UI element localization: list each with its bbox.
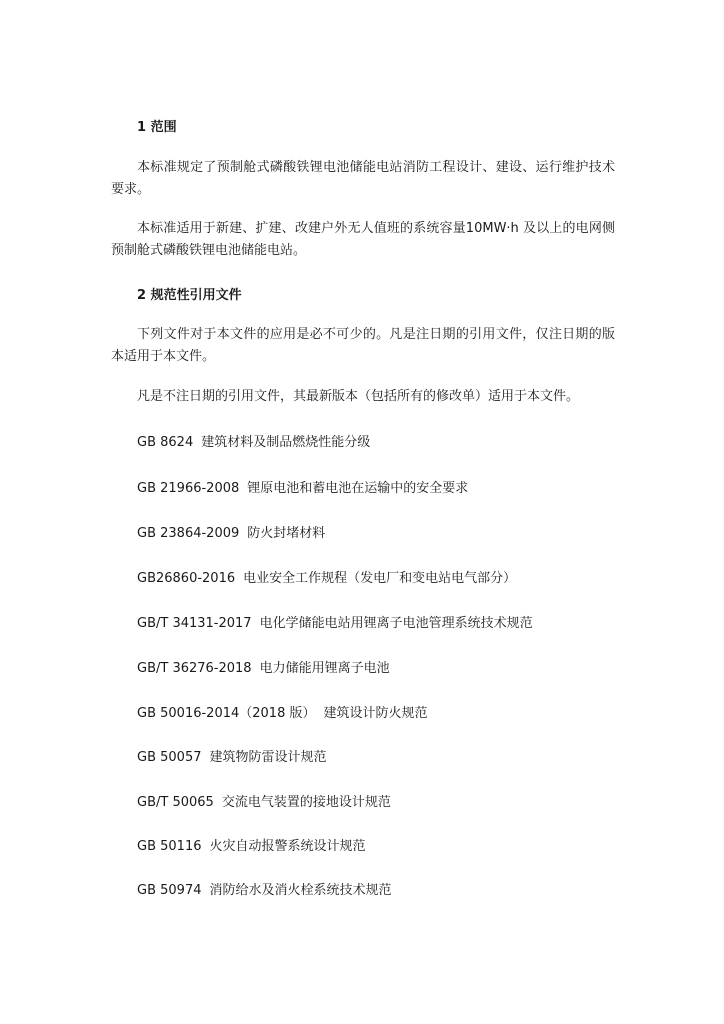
reference-title: 锂原电池和蓄电池在运输中的安全要求 — [247, 481, 469, 496]
reference-code: GB/T 50065 — [137, 795, 214, 810]
reference-code: GB 21966-2008 — [137, 481, 240, 496]
reference-title: 建筑物防雷设计规范 — [209, 750, 327, 765]
reference-code: GB 23864-2009 — [137, 526, 240, 541]
reference-code: GB 50116 — [137, 839, 202, 854]
reference-item — [137, 522, 325, 541]
reference-title: 电力储能用锂离子电池 — [259, 661, 390, 676]
reference-title: 消防给水及消火栓系统技术规范 — [209, 883, 392, 898]
reference-item — [137, 835, 366, 854]
paragraph-normative-2: 凡是不注日期的引用文件，其最新版本（包括所有的修改单）适用于本文件。 — [137, 389, 580, 404]
reference-item — [137, 477, 468, 496]
reference-item — [137, 567, 516, 586]
reference-title: 建筑材料及制品燃烧性能分级 — [201, 435, 371, 450]
reference-code: GB 50057 — [137, 750, 202, 765]
section-heading-normative: 2 规范性引用文件 — [137, 288, 242, 303]
reference-title: 交流电气装置的接地设计规范 — [221, 795, 391, 810]
reference-item — [137, 702, 428, 721]
paragraph-scope-1: 本标准规定了预制舱式磷酸铁锂电池储能电站消防工程设计、建设、运行维护技术要求。 — [111, 160, 615, 197]
reference-item — [137, 612, 533, 631]
reference-title: 建筑设计防火规范 — [323, 706, 428, 721]
reference-title: 电业安全工作规程（发电厂和变电站电气部分） — [243, 571, 517, 586]
reference-title: 电化学储能电站用锂离子电池管理系统技术规范 — [259, 616, 533, 631]
section-heading-scope: 1 范围 — [137, 120, 177, 135]
reference-code: GB 50974 — [137, 883, 202, 898]
reference-code: GB 50016-2014（2018 版） — [137, 706, 316, 721]
reference-code: GB26860-2016 — [137, 571, 236, 586]
reference-item — [137, 746, 327, 765]
reference-code: GB/T 34131-2017 — [137, 616, 252, 631]
reference-code: GB/T 36276-2018 — [137, 661, 252, 676]
reference-title: 火灾自动报警系统设计规范 — [209, 839, 366, 854]
reference-item — [137, 431, 370, 450]
paragraph-scope-2: 本标准适用于新建、扩建、改建户外无人值班的系统容量10MW·h 及以上的电网侧预制舱式磷酸铁锂电池储能电站。 — [111, 221, 615, 258]
reference-item — [137, 879, 392, 898]
reference-item — [137, 657, 390, 676]
reference-item — [137, 791, 391, 810]
paragraph-normative-1: 下列文件对于本文件的应用是必不可少的。凡是注日期的引用文件，仅注日期的版本适用于本文件。 — [111, 327, 615, 364]
reference-title: 防火封堵材料 — [247, 526, 326, 541]
reference-code: GB 8624 — [137, 435, 194, 450]
